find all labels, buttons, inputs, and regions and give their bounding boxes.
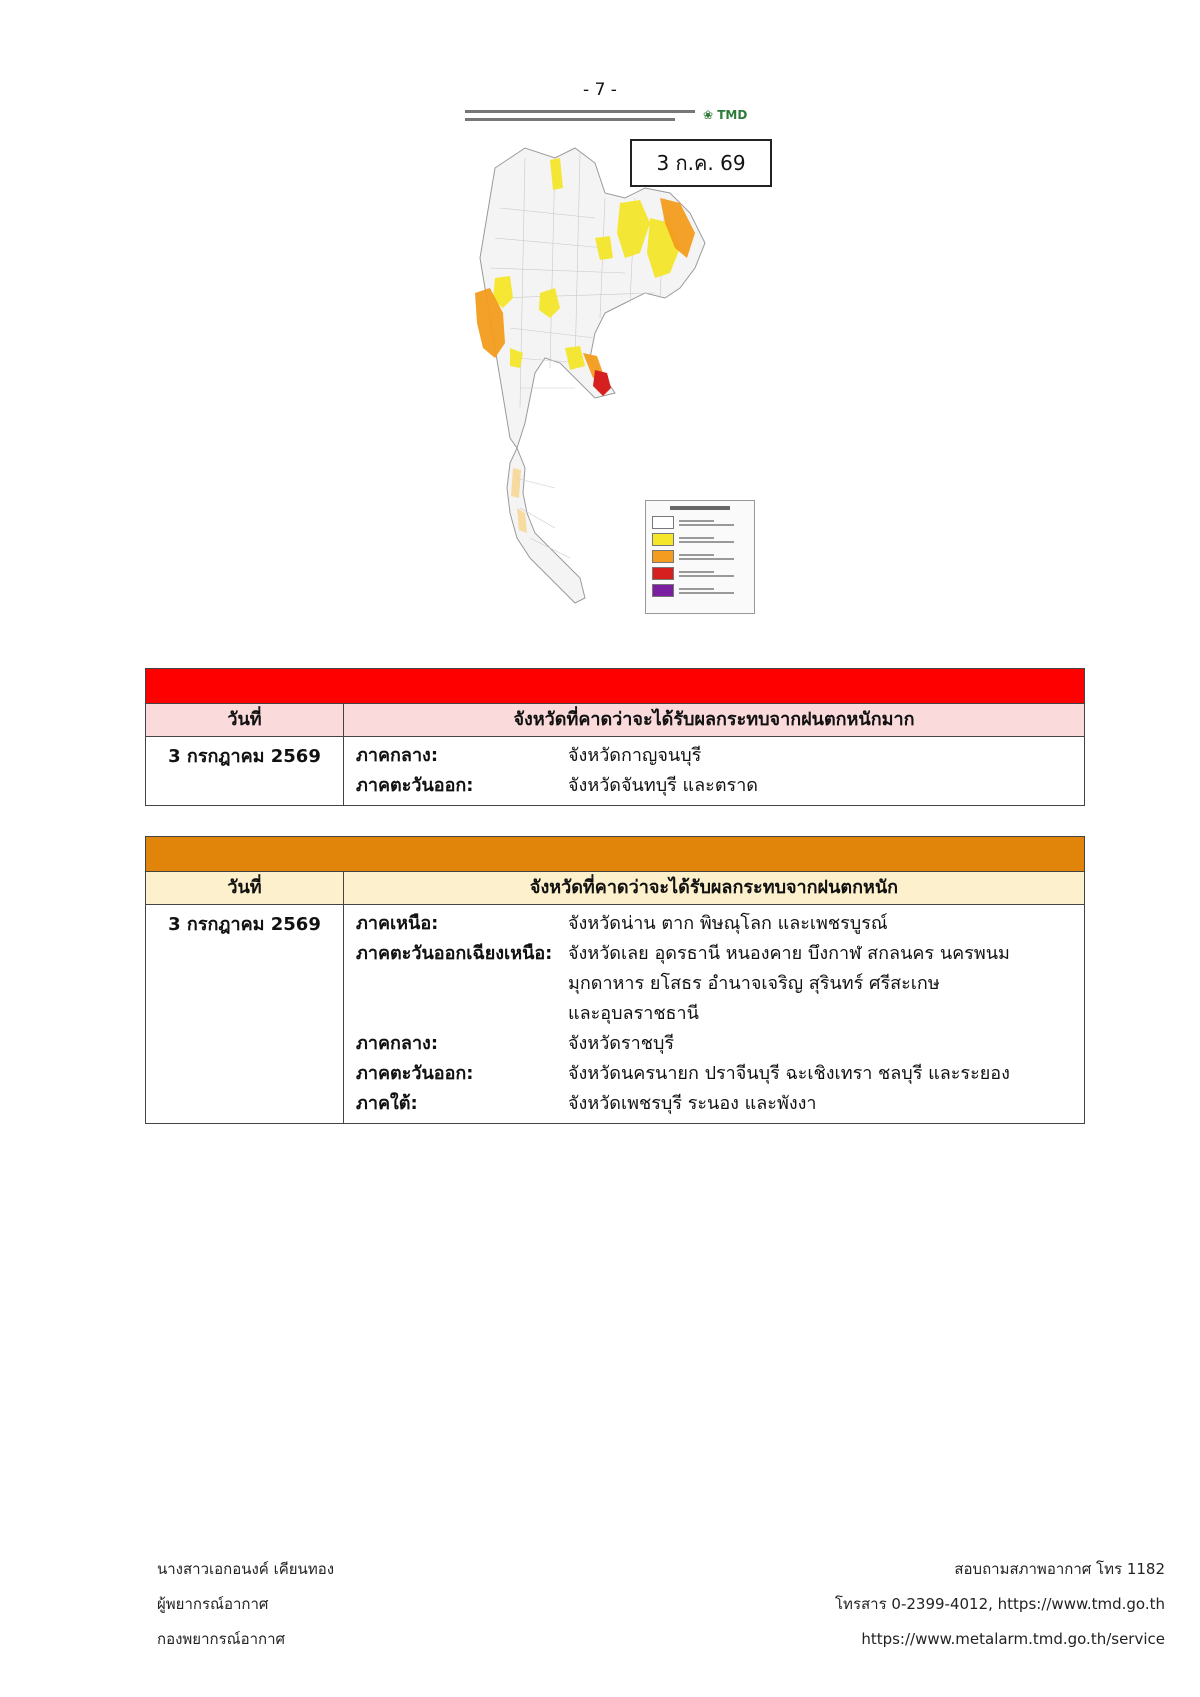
contact-service-url: https://www.metalarm.tmd.go.th/service — [861, 1630, 1165, 1648]
region-line — [356, 1029, 1084, 1059]
orange-warning-band — [146, 837, 1084, 872]
contact-phone: สอบถามสภาพอากาศ โทร 1182 — [954, 1560, 1165, 1578]
region-line — [356, 969, 1084, 999]
map-date-label: 3 ก.ค. 69 — [630, 139, 772, 187]
region-name — [356, 969, 568, 999]
region-provinces: จังหวัดเพชรบุรี ระนอง และพังงา — [568, 1093, 817, 1114]
map-land-north — [480, 148, 705, 448]
date-cell: 3 กรกฎาคม 2569 — [146, 737, 344, 805]
tmd-logo-text: TMD — [717, 108, 748, 122]
region-provinces: มุกดาหาร ยโสธร อำนาจเจริญ สุรินทร์ ศรีสะเกษ — [568, 973, 940, 994]
region-provinces: จังหวัดเลย อุดรธานี หนองคาย บึงกาฬ สกลนคร นครพนม — [568, 943, 1010, 964]
forecaster-division: กองพยากรณ์อากาศ — [157, 1630, 286, 1648]
legend-row — [652, 567, 748, 580]
legend-row — [652, 516, 748, 529]
table-header-row — [146, 872, 1084, 905]
region-name: ภาคตะวันออกเฉียงเหนือ: — [356, 943, 553, 964]
region-line — [356, 909, 1084, 939]
contact-fax-website: โทรสาร 0-2399-4012, https://www.tmd.go.th — [835, 1595, 1165, 1613]
forecaster-name: นางสาวเอกอนงค์ เคียนทอง — [157, 1560, 335, 1578]
legend-swatch — [652, 567, 674, 580]
date-column-header: วันที่ — [146, 872, 344, 904]
region-name: ภาคเหนือ: — [356, 913, 439, 934]
red-warning-band — [146, 669, 1084, 704]
very-heavy-rain-table — [145, 668, 1085, 806]
forecaster-title: ผู้พยากรณ์อากาศ — [157, 1595, 269, 1613]
region-line — [356, 771, 1084, 801]
region-name: ภาคกลาง: — [356, 1033, 439, 1054]
tmd-logo-icon: ❀ — [703, 108, 714, 122]
legend-row — [652, 550, 748, 563]
date-cell: 3 กรกฎาคม 2569 — [146, 905, 344, 1123]
region-name: ภาคใต้: — [356, 1093, 418, 1114]
regions-cell — [344, 905, 1084, 1123]
region-line — [356, 999, 1084, 1029]
provinces-column-header: จังหวัดที่คาดว่าจะได้รับผลกระทบจากฝนตกหนักมาก — [513, 709, 915, 730]
table-header-row — [146, 704, 1084, 737]
footer-forecaster — [157, 1552, 334, 1657]
legend-swatch — [652, 550, 674, 563]
legend-row — [652, 584, 748, 597]
region-name: ภาคกลาง: — [356, 745, 439, 766]
region-provinces: จังหวัดกาญจนบุรี — [568, 745, 702, 766]
page-number: - 7 - — [583, 80, 617, 100]
region-line — [356, 1089, 1084, 1119]
region-line — [356, 1059, 1084, 1089]
region-name — [356, 999, 568, 1029]
heavy-rain-table — [145, 836, 1085, 1124]
legend-row — [652, 533, 748, 546]
region-provinces: จังหวัดราชบุรี — [568, 1033, 675, 1054]
region-provinces: และอุบลราชธานี — [568, 1003, 699, 1024]
legend-swatch — [652, 584, 674, 597]
region-line — [356, 939, 1084, 969]
regions-cell — [344, 737, 1084, 805]
legend-swatch — [652, 516, 674, 529]
region-name: ภาคตะวันออก: — [356, 775, 474, 796]
legend-swatch — [652, 533, 674, 546]
region-name: ภาคตะวันออก: — [356, 1063, 474, 1084]
footer-contact — [835, 1552, 1165, 1657]
region-provinces: จังหวัดนครนายก ปราจีนบุรี ฉะเชิงเทรา ชลบุรี และระยอง — [568, 1063, 1010, 1084]
region-provinces: จังหวัดจันทบุรี และตราด — [568, 775, 758, 796]
date-column-header: วันที่ — [146, 704, 344, 736]
provinces-column-header: จังหวัดที่คาดว่าจะได้รับผลกระทบจากฝนตกหนัก — [529, 877, 899, 898]
map-legend — [645, 500, 755, 614]
region-line — [356, 741, 1084, 771]
table-row — [146, 737, 1084, 805]
table-row — [146, 905, 1084, 1123]
region-provinces: จังหวัดน่าน ตาก พิษณุโลก และเพชรบูรณ์ — [568, 913, 888, 934]
